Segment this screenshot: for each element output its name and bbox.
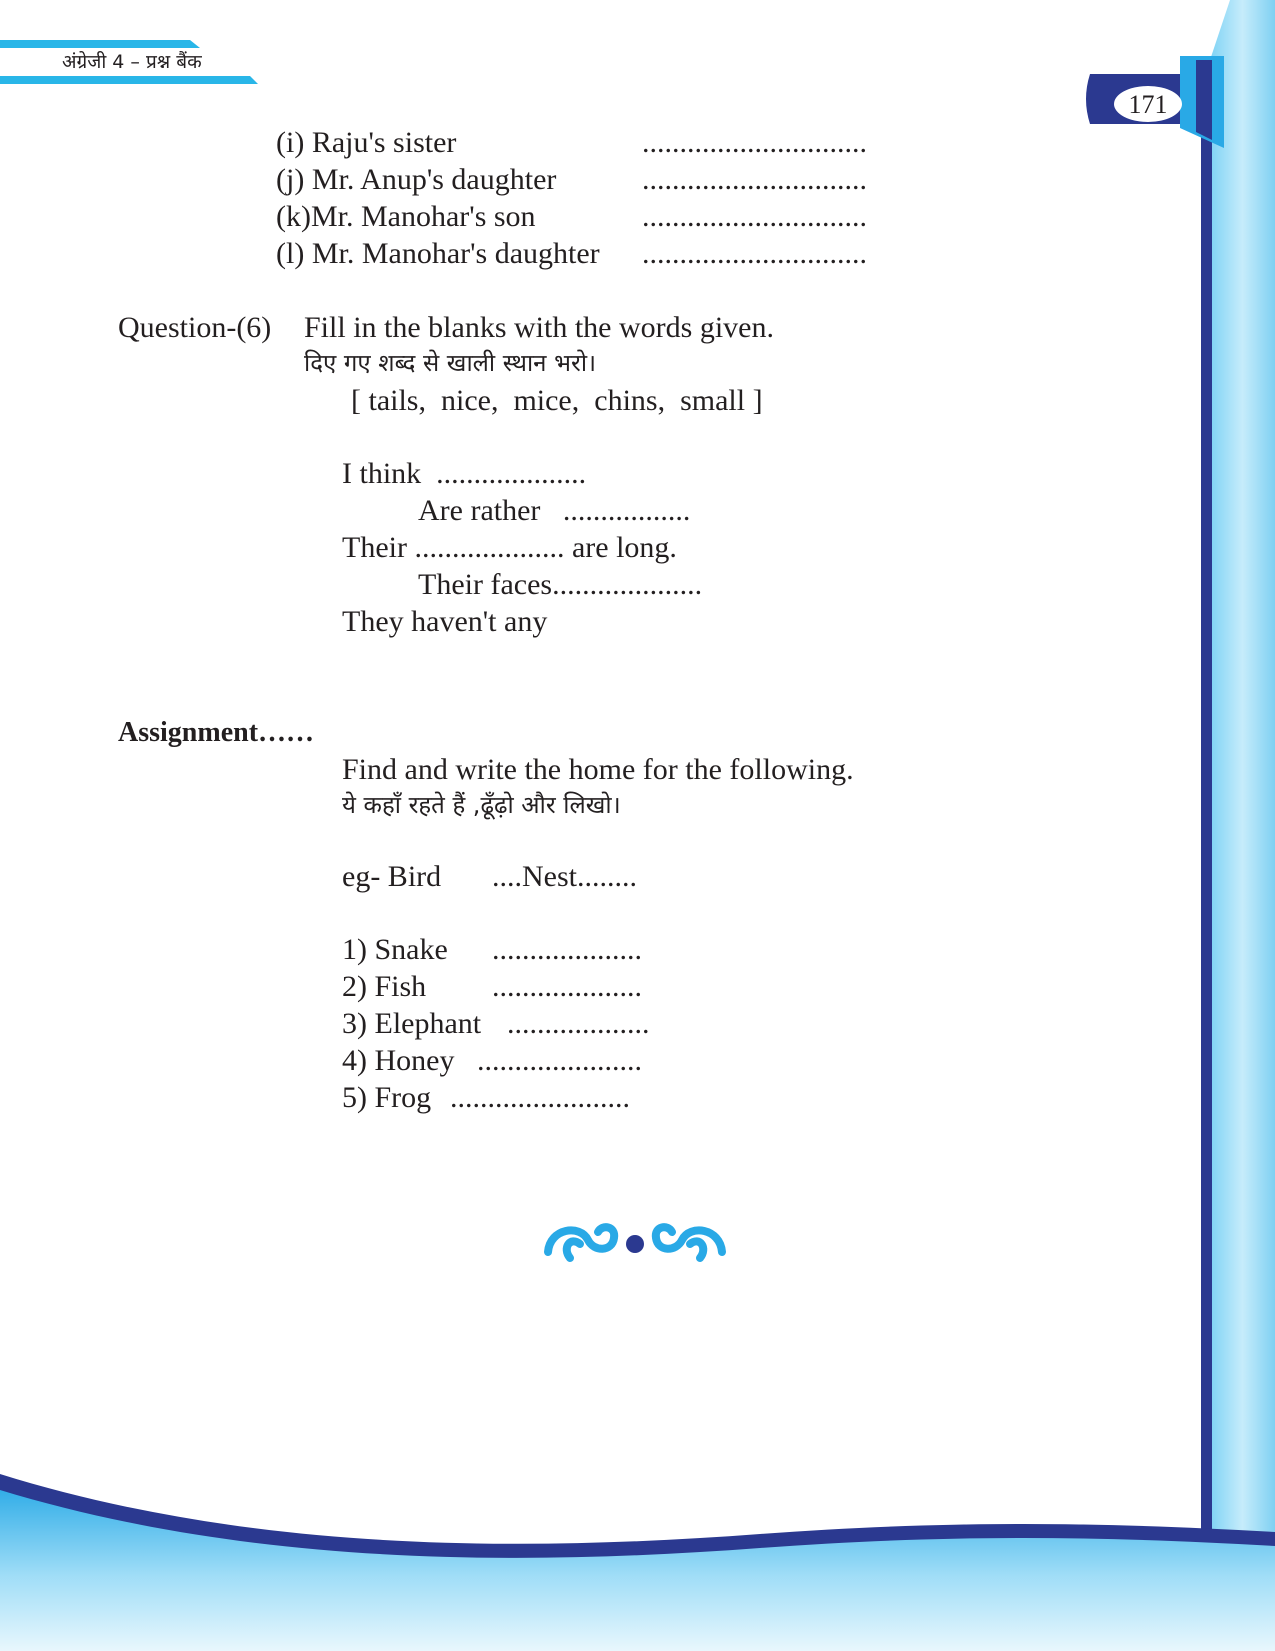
poem-line-1: I think .................... bbox=[342, 457, 587, 490]
assignment-item-label-2: 2) Fish bbox=[342, 970, 427, 1003]
end-ornament-icon bbox=[540, 1218, 730, 1264]
assignment-item-blank-1: .................... bbox=[492, 933, 642, 966]
item-blank-k: .............................. bbox=[642, 200, 867, 233]
question6-instruction-hindi: दिए गए शब्द से खाली स्थान भरो। bbox=[304, 349, 597, 377]
item-label-j: (j) Mr. Anup's daughter bbox=[276, 163, 557, 196]
assignment-instruction: Find and write the home for the following. bbox=[342, 753, 854, 786]
assignment-item-label-5: 5) Frog bbox=[342, 1081, 432, 1114]
question6-instruction: Fill in the blanks with the words given. bbox=[304, 311, 774, 344]
item-label-l: (l) Mr. Manohar's daughter bbox=[276, 237, 600, 270]
word-bank: [ tails, nice, mice, chins, small ] bbox=[351, 384, 763, 417]
item-blank-j: .............................. bbox=[642, 163, 867, 196]
assignment-item-blank-2: .................... bbox=[492, 970, 642, 1003]
example-label: eg- Bird bbox=[342, 860, 442, 893]
item-label-k: (k)Mr. Manohar's son bbox=[276, 200, 536, 233]
assignment-item-label-3: 3) Elephant bbox=[342, 1007, 482, 1040]
assignment-heading: Assignment…… bbox=[118, 717, 315, 748]
assignment-item-blank-4: ...................... bbox=[477, 1044, 642, 1077]
assignment-instruction-hindi: ये कहाँ रहते हैं ,ढूँढ़ो और लिखो। bbox=[342, 791, 621, 819]
example-answer: ....Nest........ bbox=[492, 860, 637, 893]
item-blank-i: .............................. bbox=[642, 126, 867, 159]
assignment-item-label-1: 1) Snake bbox=[342, 933, 448, 966]
poem-line-2: Are rather ................. bbox=[418, 494, 691, 527]
assignment-item-label-4: 4) Honey bbox=[342, 1044, 455, 1077]
header-title: अंग्रेजी 4 – प्रश्न बैंक bbox=[62, 51, 202, 73]
assignment-item-blank-5: ........................ bbox=[450, 1081, 630, 1114]
poem-line-5: They haven't any bbox=[342, 605, 548, 638]
item-label-i: (i) Raju's sister bbox=[276, 126, 457, 159]
assignment-item-blank-3: ................... bbox=[507, 1007, 650, 1040]
poem-line-4: Their faces.................... bbox=[418, 568, 703, 601]
poem-line-3: Their .................... are long. bbox=[342, 531, 677, 564]
page-number: 171 bbox=[1128, 90, 1168, 119]
item-blank-l: .............................. bbox=[642, 237, 867, 270]
question6-number: Question-(6) bbox=[118, 311, 272, 344]
